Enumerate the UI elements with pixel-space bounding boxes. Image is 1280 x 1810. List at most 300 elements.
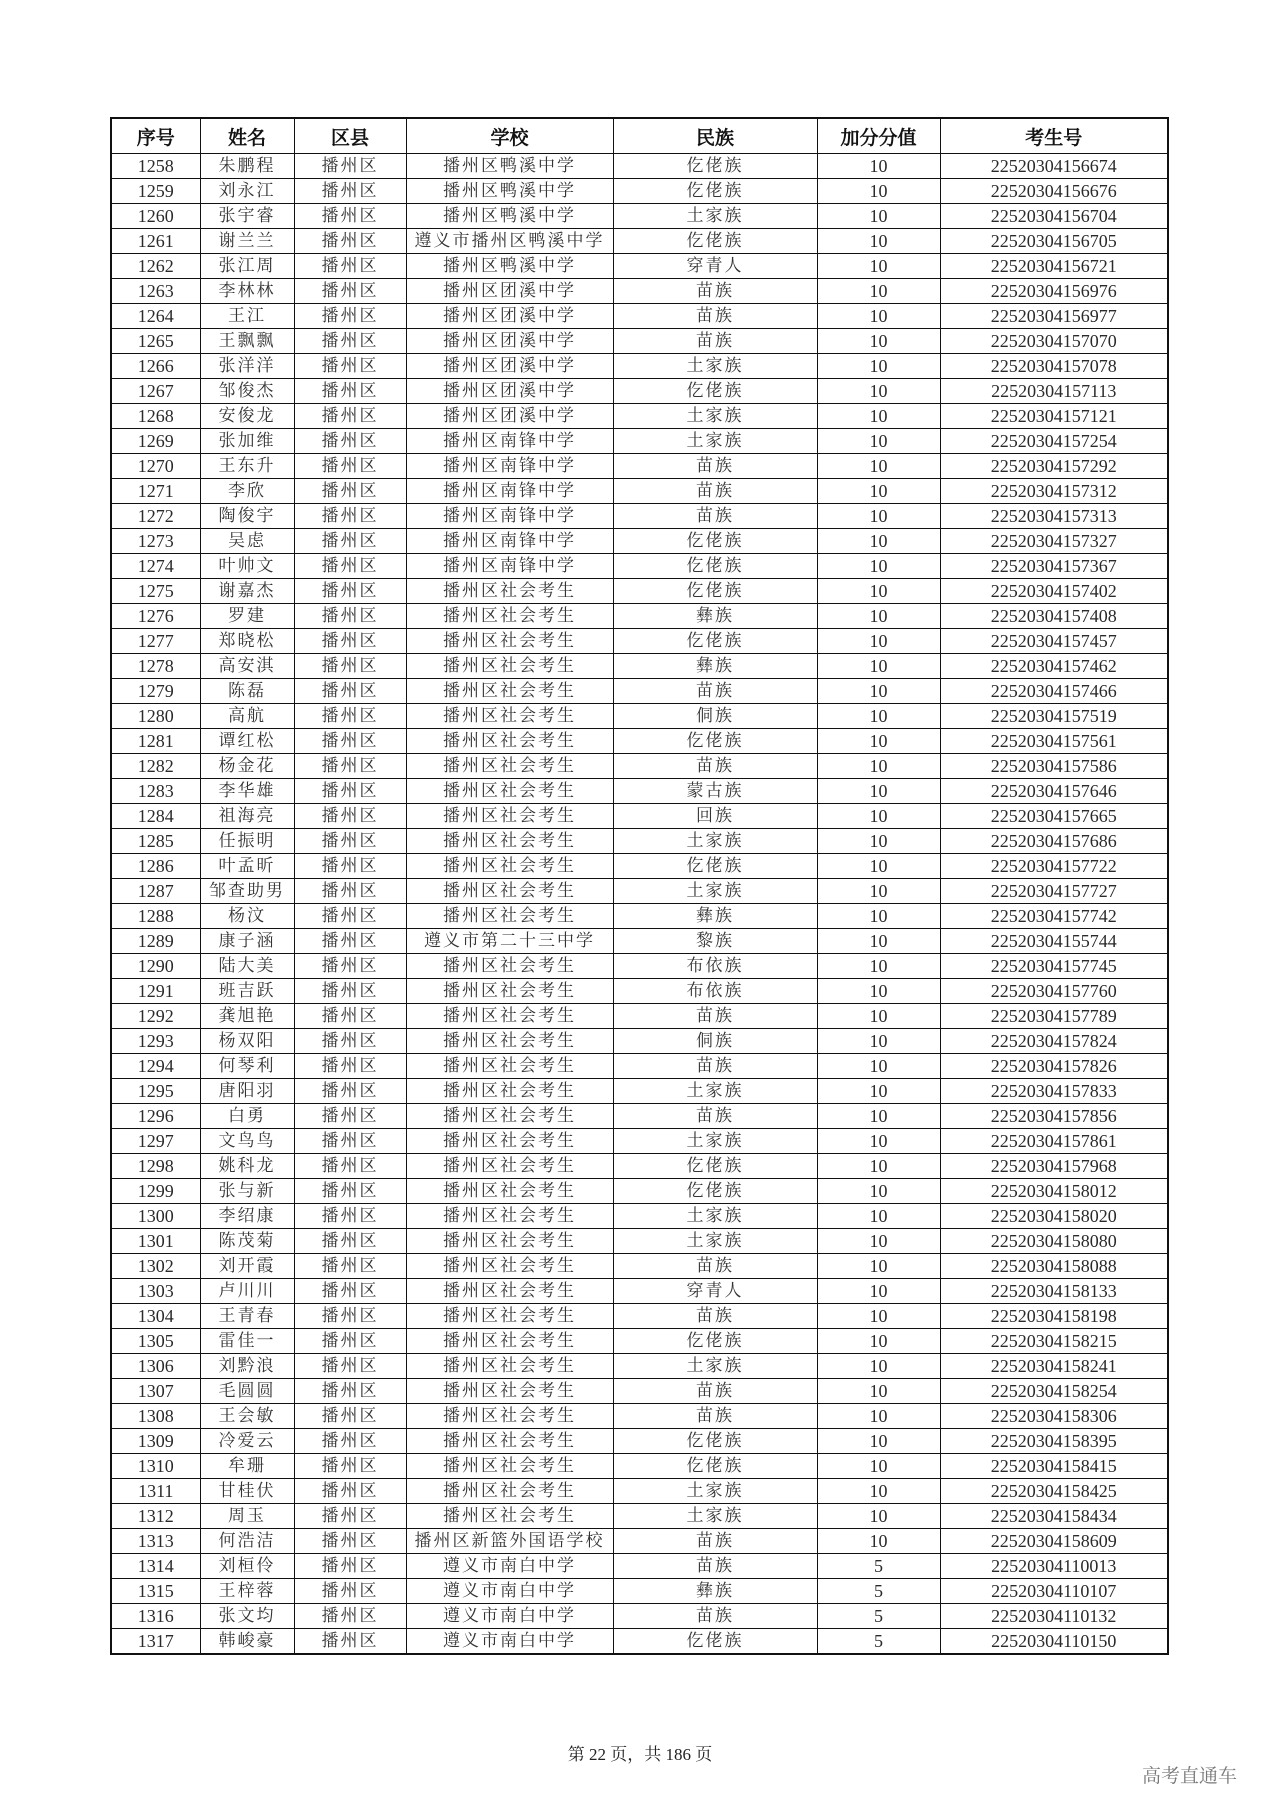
cell-name: 叶孟昕 xyxy=(200,854,294,879)
cell-district: 播州区 xyxy=(294,879,406,904)
cell-exam-id: 22520304157722 xyxy=(940,854,1168,879)
cell-school: 遵义市南白中学 xyxy=(406,1604,613,1629)
cell-name: 何琴利 xyxy=(200,1054,294,1079)
cell-district: 播州区 xyxy=(294,1579,406,1604)
cell-district: 播州区 xyxy=(294,754,406,779)
cell-bonus-points: 10 xyxy=(817,579,940,604)
cell-exam-id: 22520304156721 xyxy=(940,254,1168,279)
table-row xyxy=(111,929,1168,954)
cell-district: 播州区 xyxy=(294,1429,406,1454)
cell-name: 朱鹏程 xyxy=(200,154,294,179)
cell-district: 播州区 xyxy=(294,729,406,754)
cell-bonus-points: 10 xyxy=(817,1254,940,1279)
cell-seq: 1281 xyxy=(111,729,200,754)
cell-bonus-points: 10 xyxy=(817,929,940,954)
table-row xyxy=(111,1154,1168,1179)
table-row xyxy=(111,1404,1168,1429)
cell-seq: 1269 xyxy=(111,429,200,454)
cell-name: 王东升 xyxy=(200,454,294,479)
table-row xyxy=(111,1254,1168,1279)
cell-school: 播州区社会考生 xyxy=(406,604,613,629)
cell-seq: 1307 xyxy=(111,1379,200,1404)
cell-ethnicity: 土家族 xyxy=(613,1204,817,1229)
cell-exam-id: 22520304157312 xyxy=(940,479,1168,504)
cell-district: 播州区 xyxy=(294,279,406,304)
cell-ethnicity: 回族 xyxy=(613,804,817,829)
cell-exam-id: 22520304110150 xyxy=(940,1629,1168,1655)
cell-ethnicity: 苗族 xyxy=(613,479,817,504)
cell-name: 唐阳羽 xyxy=(200,1079,294,1104)
table-row xyxy=(111,1004,1168,1029)
cell-ethnicity: 苗族 xyxy=(613,454,817,479)
cell-seq: 1289 xyxy=(111,929,200,954)
cell-district: 播州区 xyxy=(294,354,406,379)
cell-seq: 1312 xyxy=(111,1504,200,1529)
cell-district: 播州区 xyxy=(294,629,406,654)
cell-seq: 1290 xyxy=(111,954,200,979)
cell-ethnicity: 苗族 xyxy=(613,1554,817,1579)
cell-name: 刘开霞 xyxy=(200,1254,294,1279)
cell-name: 高航 xyxy=(200,704,294,729)
cell-seq: 1282 xyxy=(111,754,200,779)
cell-school: 播州区社会考生 xyxy=(406,1029,613,1054)
cell-seq: 1295 xyxy=(111,1079,200,1104)
cell-school: 播州区鸭溪中学 xyxy=(406,254,613,279)
cell-school: 播州区社会考生 xyxy=(406,1054,613,1079)
cell-ethnicity: 仡佬族 xyxy=(613,1154,817,1179)
cell-bonus-points: 10 xyxy=(817,1004,940,1029)
cell-school: 播州区社会考生 xyxy=(406,829,613,854)
cell-name: 毛圆圆 xyxy=(200,1379,294,1404)
cell-school: 播州区社会考生 xyxy=(406,704,613,729)
table-row xyxy=(111,1629,1168,1655)
table-row xyxy=(111,729,1168,754)
cell-bonus-points: 5 xyxy=(817,1604,940,1629)
cell-district: 播州区 xyxy=(294,1029,406,1054)
cell-district: 播州区 xyxy=(294,554,406,579)
cell-school: 播州区社会考生 xyxy=(406,679,613,704)
cell-exam-id: 22520304158020 xyxy=(940,1204,1168,1229)
cell-school: 播州区社会考生 xyxy=(406,1504,613,1529)
table-row xyxy=(111,1304,1168,1329)
cell-exam-id: 22520304157586 xyxy=(940,754,1168,779)
cell-name: 雷佳一 xyxy=(200,1329,294,1354)
cell-ethnicity: 土家族 xyxy=(613,829,817,854)
cell-name: 韩峻豪 xyxy=(200,1629,294,1655)
cell-school: 播州区新篮外国语学校 xyxy=(406,1529,613,1554)
table-row xyxy=(111,954,1168,979)
cell-name: 安俊龙 xyxy=(200,404,294,429)
cell-seq: 1291 xyxy=(111,979,200,1004)
cell-name: 谭红松 xyxy=(200,729,294,754)
cell-district: 播州区 xyxy=(294,1179,406,1204)
cell-ethnicity: 仡佬族 xyxy=(613,629,817,654)
cell-bonus-points: 10 xyxy=(817,1329,940,1354)
cell-ethnicity: 彝族 xyxy=(613,904,817,929)
table-row xyxy=(111,454,1168,479)
cell-bonus-points: 10 xyxy=(817,529,940,554)
cell-seq: 1284 xyxy=(111,804,200,829)
cell-district: 播州区 xyxy=(294,1154,406,1179)
cell-bonus-points: 10 xyxy=(817,329,940,354)
cell-name: 李欣 xyxy=(200,479,294,504)
cell-name: 陶俊宇 xyxy=(200,504,294,529)
cell-seq: 1304 xyxy=(111,1304,200,1329)
cell-school: 播州区团溪中学 xyxy=(406,404,613,429)
cell-seq: 1267 xyxy=(111,379,200,404)
cell-seq: 1276 xyxy=(111,604,200,629)
table-row xyxy=(111,579,1168,604)
cell-bonus-points: 10 xyxy=(817,854,940,879)
cell-school: 播州区社会考生 xyxy=(406,1129,613,1154)
cell-exam-id: 22520304155744 xyxy=(940,929,1168,954)
cell-bonus-points: 10 xyxy=(817,1379,940,1404)
cell-name: 甘桂伏 xyxy=(200,1479,294,1504)
cell-seq: 1297 xyxy=(111,1129,200,1154)
table-row xyxy=(111,904,1168,929)
cell-bonus-points: 5 xyxy=(817,1579,940,1604)
cell-bonus-points: 10 xyxy=(817,654,940,679)
cell-school: 播州区社会考生 xyxy=(406,879,613,904)
cell-school: 播州区社会考生 xyxy=(406,1279,613,1304)
cell-bonus-points: 10 xyxy=(817,879,940,904)
cell-exam-id: 22520304157402 xyxy=(940,579,1168,604)
cell-seq: 1303 xyxy=(111,1279,200,1304)
cell-name: 王青春 xyxy=(200,1304,294,1329)
cell-bonus-points: 10 xyxy=(817,504,940,529)
cell-exam-id: 22520304157665 xyxy=(940,804,1168,829)
cell-exam-id: 22520304158254 xyxy=(940,1379,1168,1404)
cell-bonus-points: 10 xyxy=(817,1529,940,1554)
cell-ethnicity: 土家族 xyxy=(613,204,817,229)
cell-seq: 1317 xyxy=(111,1629,200,1655)
header-school: 学校 xyxy=(406,118,613,154)
table-row xyxy=(111,479,1168,504)
cell-bonus-points: 10 xyxy=(817,1279,940,1304)
cell-seq: 1260 xyxy=(111,204,200,229)
table-row xyxy=(111,1379,1168,1404)
cell-ethnicity: 苗族 xyxy=(613,1404,817,1429)
table-row xyxy=(111,804,1168,829)
cell-ethnicity: 仡佬族 xyxy=(613,154,817,179)
cell-seq: 1292 xyxy=(111,1004,200,1029)
cell-ethnicity: 彝族 xyxy=(613,1579,817,1604)
cell-bonus-points: 10 xyxy=(817,1354,940,1379)
cell-school: 遵义市第二十三中学 xyxy=(406,929,613,954)
cell-seq: 1273 xyxy=(111,529,200,554)
cell-district: 播州区 xyxy=(294,854,406,879)
table-row xyxy=(111,379,1168,404)
cell-school: 遵义市南白中学 xyxy=(406,1554,613,1579)
table-row xyxy=(111,1179,1168,1204)
cell-name: 杨汶 xyxy=(200,904,294,929)
cell-exam-id: 22520304157292 xyxy=(940,454,1168,479)
cell-exam-id: 22520304157070 xyxy=(940,329,1168,354)
cell-school: 播州区社会考生 xyxy=(406,1329,613,1354)
cell-district: 播州区 xyxy=(294,1504,406,1529)
cell-ethnicity: 苗族 xyxy=(613,1254,817,1279)
cell-district: 播州区 xyxy=(294,254,406,279)
cell-exam-id: 22520304158415 xyxy=(940,1454,1168,1479)
cell-bonus-points: 10 xyxy=(817,1229,940,1254)
cell-school: 播州区社会考生 xyxy=(406,854,613,879)
cell-bonus-points: 10 xyxy=(817,454,940,479)
cell-school: 播州区鸭溪中学 xyxy=(406,154,613,179)
cell-seq: 1310 xyxy=(111,1454,200,1479)
cell-district: 播州区 xyxy=(294,504,406,529)
cell-district: 播州区 xyxy=(294,204,406,229)
cell-bonus-points: 10 xyxy=(817,1104,940,1129)
cell-name: 谢兰兰 xyxy=(200,229,294,254)
table-row xyxy=(111,154,1168,179)
cell-exam-id: 22520304157968 xyxy=(940,1154,1168,1179)
cell-bonus-points: 10 xyxy=(817,1204,940,1229)
cell-name: 卢川川 xyxy=(200,1279,294,1304)
cell-name: 吴虑 xyxy=(200,529,294,554)
table-row xyxy=(111,429,1168,454)
cell-seq: 1316 xyxy=(111,1604,200,1629)
cell-school: 播州区社会考生 xyxy=(406,1229,613,1254)
cell-exam-id: 22520304158088 xyxy=(940,1254,1168,1279)
table-row xyxy=(111,329,1168,354)
cell-bonus-points: 10 xyxy=(817,429,940,454)
cell-bonus-points: 10 xyxy=(817,604,940,629)
cell-bonus-points: 5 xyxy=(817,1629,940,1655)
cell-bonus-points: 10 xyxy=(817,804,940,829)
cell-exam-id: 22520304157686 xyxy=(940,829,1168,854)
cell-district: 播州区 xyxy=(294,1304,406,1329)
cell-school: 遵义市南白中学 xyxy=(406,1629,613,1655)
table-row xyxy=(111,1604,1168,1629)
cell-exam-id: 22520304157327 xyxy=(940,529,1168,554)
cell-ethnicity: 彝族 xyxy=(613,654,817,679)
cell-exam-id: 22520304157856 xyxy=(940,1104,1168,1129)
cell-name: 李林林 xyxy=(200,279,294,304)
cell-name: 周玉 xyxy=(200,1504,294,1529)
cell-exam-id: 22520304157833 xyxy=(940,1079,1168,1104)
table-row xyxy=(111,854,1168,879)
cell-district: 播州区 xyxy=(294,1479,406,1504)
cell-seq: 1288 xyxy=(111,904,200,929)
cell-ethnicity: 土家族 xyxy=(613,404,817,429)
cell-bonus-points: 10 xyxy=(817,304,940,329)
cell-exam-id: 22520304157078 xyxy=(940,354,1168,379)
cell-school: 播州区南锋中学 xyxy=(406,554,613,579)
table-row xyxy=(111,1029,1168,1054)
cell-exam-id: 22520304158425 xyxy=(940,1479,1168,1504)
cell-school: 播州区社会考生 xyxy=(406,1179,613,1204)
cell-ethnicity: 苗族 xyxy=(613,754,817,779)
cell-school: 播州区社会考生 xyxy=(406,779,613,804)
table-row xyxy=(111,829,1168,854)
cell-bonus-points: 10 xyxy=(817,379,940,404)
cell-seq: 1302 xyxy=(111,1254,200,1279)
cell-school: 播州区社会考生 xyxy=(406,729,613,754)
table-row xyxy=(111,1354,1168,1379)
cell-ethnicity: 土家族 xyxy=(613,429,817,454)
cell-exam-id: 22520304157462 xyxy=(940,654,1168,679)
cell-exam-id: 22520304158434 xyxy=(940,1504,1168,1529)
cell-exam-id: 22520304157646 xyxy=(940,779,1168,804)
cell-ethnicity: 土家族 xyxy=(613,354,817,379)
cell-seq: 1299 xyxy=(111,1179,200,1204)
table-row xyxy=(111,979,1168,1004)
cell-exam-id: 22520304157742 xyxy=(940,904,1168,929)
cell-ethnicity: 穿青人 xyxy=(613,1279,817,1304)
cell-district: 播州区 xyxy=(294,1404,406,1429)
cell-bonus-points: 10 xyxy=(817,1029,940,1054)
cell-district: 播州区 xyxy=(294,604,406,629)
cell-district: 播州区 xyxy=(294,804,406,829)
cell-name: 杨双阳 xyxy=(200,1029,294,1054)
header-name: 姓名 xyxy=(200,118,294,154)
cell-school: 播州区社会考生 xyxy=(406,1429,613,1454)
cell-name: 张洋洋 xyxy=(200,354,294,379)
cell-name: 杨金花 xyxy=(200,754,294,779)
table-row xyxy=(111,504,1168,529)
cell-name: 牟珊 xyxy=(200,1454,294,1479)
cell-seq: 1270 xyxy=(111,454,200,479)
cell-bonus-points: 10 xyxy=(817,1504,940,1529)
table-row xyxy=(111,1129,1168,1154)
cell-seq: 1265 xyxy=(111,329,200,354)
cell-bonus-points: 10 xyxy=(817,279,940,304)
cell-district: 播州区 xyxy=(294,679,406,704)
cell-exam-id: 22520304158215 xyxy=(940,1329,1168,1354)
cell-name: 刘永江 xyxy=(200,179,294,204)
cell-bonus-points: 10 xyxy=(817,204,940,229)
cell-bonus-points: 10 xyxy=(817,979,940,1004)
cell-name: 康子涵 xyxy=(200,929,294,954)
cell-exam-id: 22520304156674 xyxy=(940,154,1168,179)
cell-district: 播州区 xyxy=(294,1004,406,1029)
cell-seq: 1259 xyxy=(111,179,200,204)
cell-ethnicity: 侗族 xyxy=(613,1029,817,1054)
cell-ethnicity: 苗族 xyxy=(613,329,817,354)
cell-seq: 1286 xyxy=(111,854,200,879)
cell-name: 何浩洁 xyxy=(200,1529,294,1554)
cell-ethnicity: 侗族 xyxy=(613,704,817,729)
cell-name: 张文均 xyxy=(200,1604,294,1629)
cell-school: 播州区社会考生 xyxy=(406,1454,613,1479)
cell-ethnicity: 苗族 xyxy=(613,1304,817,1329)
cell-exam-id: 22520304158306 xyxy=(940,1404,1168,1429)
table-row xyxy=(111,1554,1168,1579)
table-row xyxy=(111,1579,1168,1604)
cell-district: 播州区 xyxy=(294,1604,406,1629)
cell-name: 邹查助男 xyxy=(200,879,294,904)
cell-district: 播州区 xyxy=(294,404,406,429)
cell-exam-id: 22520304156977 xyxy=(940,304,1168,329)
cell-name: 高安淇 xyxy=(200,654,294,679)
cell-ethnicity: 仡佬族 xyxy=(613,229,817,254)
cell-ethnicity: 仡佬族 xyxy=(613,729,817,754)
cell-bonus-points: 10 xyxy=(817,229,940,254)
cell-exam-id: 22520304157824 xyxy=(940,1029,1168,1054)
cell-district: 播州区 xyxy=(294,1354,406,1379)
cell-ethnicity: 苗族 xyxy=(613,304,817,329)
cell-school: 播州区社会考生 xyxy=(406,1154,613,1179)
cell-district: 播州区 xyxy=(294,1454,406,1479)
cell-school: 播州区社会考生 xyxy=(406,1104,613,1129)
cell-district: 播州区 xyxy=(294,1054,406,1079)
header-bonus-points: 加分分值 xyxy=(817,118,940,154)
cell-seq: 1301 xyxy=(111,1229,200,1254)
cell-exam-id: 22520304110107 xyxy=(940,1579,1168,1604)
cell-school: 播州区南锋中学 xyxy=(406,479,613,504)
header-seq: 序号 xyxy=(111,118,200,154)
table-row xyxy=(111,279,1168,304)
cell-exam-id: 22520304156676 xyxy=(940,179,1168,204)
cell-seq: 1280 xyxy=(111,704,200,729)
cell-exam-id: 22520304158198 xyxy=(940,1304,1168,1329)
table-row xyxy=(111,404,1168,429)
cell-bonus-points: 10 xyxy=(817,779,940,804)
cell-school: 播州区南锋中学 xyxy=(406,429,613,454)
cell-bonus-points: 10 xyxy=(817,479,940,504)
cell-district: 播州区 xyxy=(294,454,406,479)
table-row xyxy=(111,1204,1168,1229)
cell-district: 播州区 xyxy=(294,829,406,854)
cell-ethnicity: 土家族 xyxy=(613,1229,817,1254)
cell-ethnicity: 布依族 xyxy=(613,954,817,979)
cell-exam-id: 22520304156705 xyxy=(940,229,1168,254)
cell-name: 龚旭艳 xyxy=(200,1004,294,1029)
cell-name: 谢嘉杰 xyxy=(200,579,294,604)
cell-school: 播州区社会考生 xyxy=(406,1204,613,1229)
cell-name: 邹俊杰 xyxy=(200,379,294,404)
cell-bonus-points: 5 xyxy=(817,1554,940,1579)
cell-district: 播州区 xyxy=(294,1529,406,1554)
cell-district: 播州区 xyxy=(294,329,406,354)
cell-district: 播州区 xyxy=(294,1079,406,1104)
cell-district: 播州区 xyxy=(294,179,406,204)
cell-ethnicity: 仡佬族 xyxy=(613,854,817,879)
watermark-text: 高考直通车 xyxy=(1142,1765,1238,1787)
cell-seq: 1258 xyxy=(111,154,200,179)
cell-ethnicity: 仡佬族 xyxy=(613,529,817,554)
cell-name: 班吉跃 xyxy=(200,979,294,1004)
cell-bonus-points: 10 xyxy=(817,179,940,204)
cell-district: 播州区 xyxy=(294,529,406,554)
cell-exam-id: 22520304157254 xyxy=(940,429,1168,454)
cell-name: 陈茂菊 xyxy=(200,1229,294,1254)
table-row xyxy=(111,204,1168,229)
table-row xyxy=(111,1479,1168,1504)
cell-school: 播州区鸭溪中学 xyxy=(406,204,613,229)
cell-district: 播州区 xyxy=(294,154,406,179)
cell-exam-id: 22520304157457 xyxy=(940,629,1168,654)
cell-district: 播州区 xyxy=(294,1129,406,1154)
cell-seq: 1266 xyxy=(111,354,200,379)
cell-school: 播州区社会考生 xyxy=(406,654,613,679)
table-row xyxy=(111,1079,1168,1104)
cell-bonus-points: 10 xyxy=(817,1454,940,1479)
cell-ethnicity: 苗族 xyxy=(613,1104,817,1129)
cell-school: 遵义市南白中学 xyxy=(406,1579,613,1604)
table-row xyxy=(111,1529,1168,1554)
cell-ethnicity: 苗族 xyxy=(613,1004,817,1029)
cell-name: 刘黔浪 xyxy=(200,1354,294,1379)
cell-school: 播州区社会考生 xyxy=(406,1479,613,1504)
cell-ethnicity: 苗族 xyxy=(613,504,817,529)
cell-seq: 1262 xyxy=(111,254,200,279)
cell-seq: 1315 xyxy=(111,1579,200,1604)
cell-name: 陆大美 xyxy=(200,954,294,979)
cell-ethnicity: 苗族 xyxy=(613,679,817,704)
cell-school: 播州区南锋中学 xyxy=(406,504,613,529)
cell-seq: 1272 xyxy=(111,504,200,529)
